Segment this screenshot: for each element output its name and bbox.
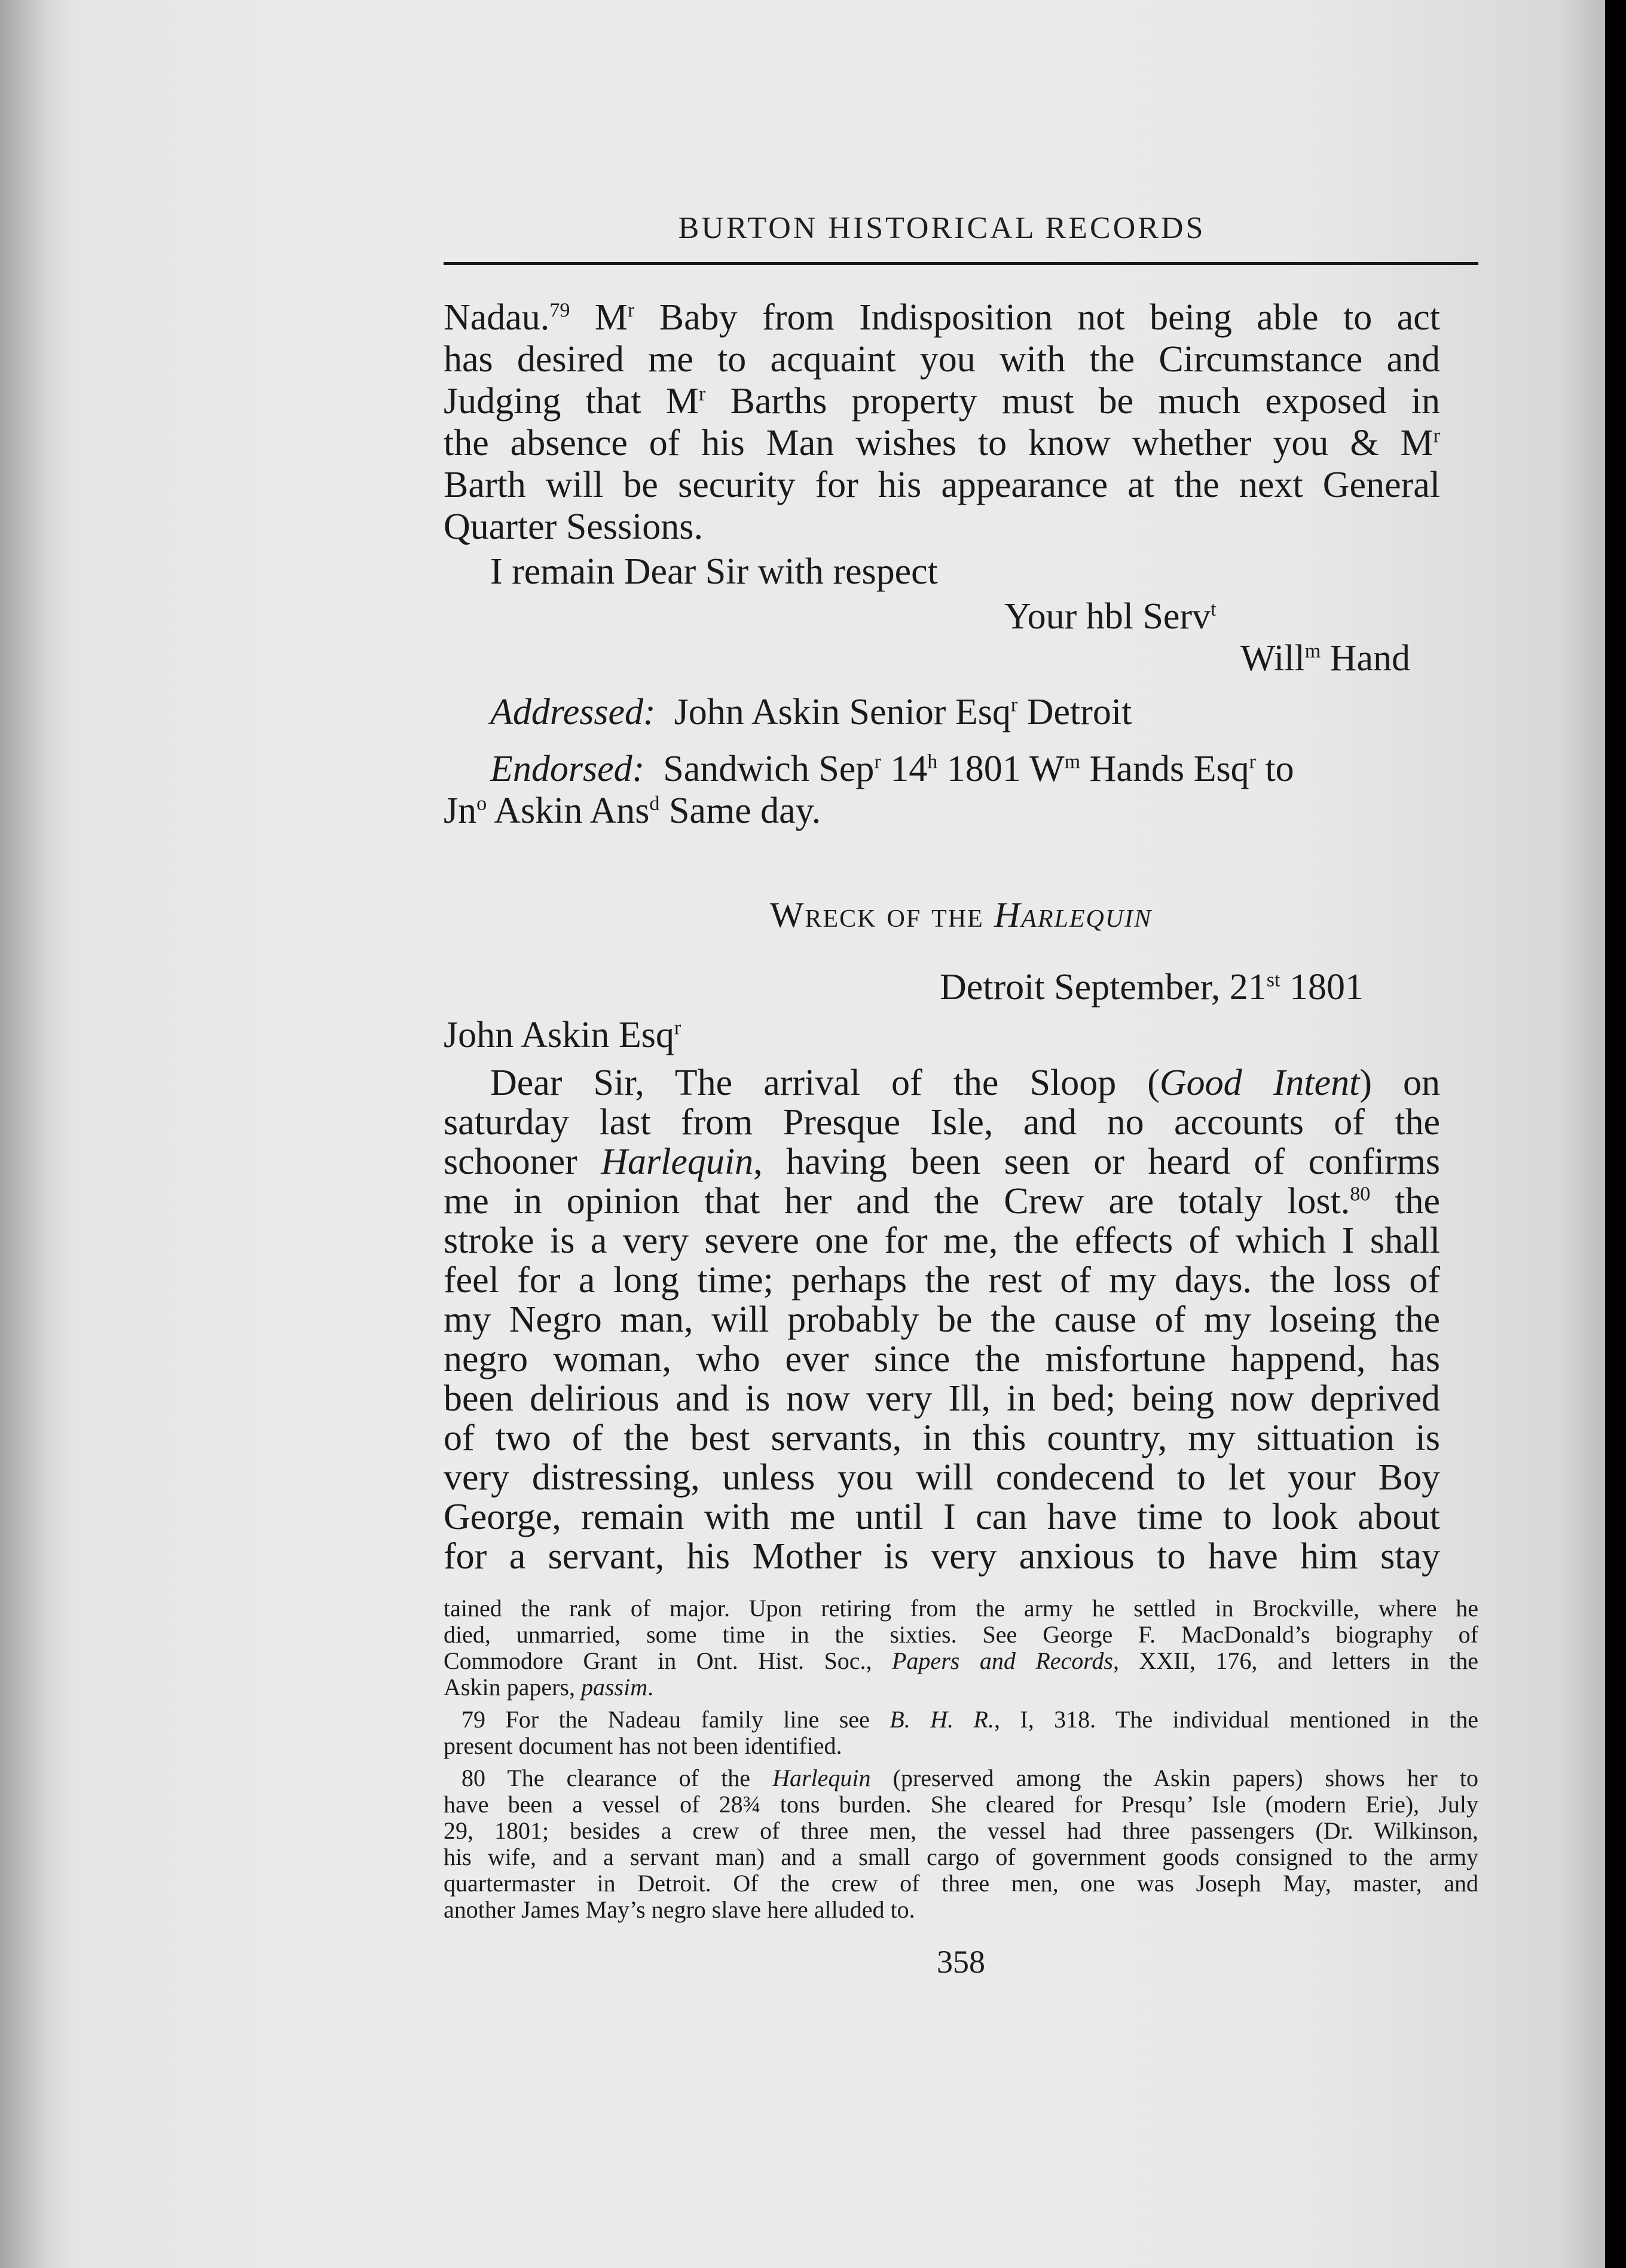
- footnote-line: 79 For the Nadeau family line see B. H. R., I, 318. The individual mentioned in the: [461, 1706, 1478, 1733]
- letter1-line: Nadau.$^{79}$ $M^r$ Baby from Indisposition not being able to act: [444, 297, 1440, 338]
- letter2-line: very distressing, unless you will condecend to let your Boy: [444, 1457, 1440, 1498]
- letter2-line: been delirious and is now very Ill, in bed; being now deprived: [444, 1378, 1440, 1419]
- letter1-line: Quarter Sessions.: [444, 506, 703, 547]
- letter2-line: feel for a long time; perhaps the rest of my days. the loss of: [444, 1260, 1440, 1301]
- addressed-text: John Askin Senior Esq$^r$ Detroit: [674, 692, 1132, 732]
- endorsed-continuation: Jn$^o$ Askin Ans$^d$ Same day.: [444, 790, 821, 831]
- letter2-line: George, remain with me until I can have time to look about: [444, 1497, 1440, 1537]
- letter1-signature: Will$^m$ Hand: [1240, 638, 1411, 679]
- letter2-line: my Negro man, will probably be the cause of my loseing the: [444, 1299, 1440, 1340]
- footnote-line: his wife, and a servant man) and a small cargo of government goods consigned to the army: [444, 1843, 1478, 1870]
- letter2-line: for a servant, his Mother is very anxious to have him stay: [444, 1536, 1440, 1577]
- endorsed-line: [490, 750, 1294, 787]
- letter1-line: has desired me to acquaint you with the Circumstance and: [444, 339, 1440, 380]
- footnote-line: have been a vessel of 28¾ tons burden. She cleared for Presqu’ Isle (modern Erie), July: [444, 1791, 1478, 1818]
- addressed-line: [490, 694, 1132, 731]
- footnote-line: 29, 1801; besides a crew of three men, the vessel had three passengers (Dr. Wilkinson,: [444, 1817, 1478, 1844]
- letter2-line: me in opinion that her and the Crew are totaly lost.$^{80}$ the: [444, 1181, 1440, 1222]
- letter2-line: saturday last from Presque Isle, and no accounts of the: [444, 1102, 1440, 1143]
- page-number: 358: [937, 1944, 985, 1980]
- header-rule: [444, 262, 1478, 265]
- letter2-line: stroke is a very severe one for me, the effects of which I shall: [444, 1220, 1440, 1261]
- footnote-line: Askin papers, passim.: [444, 1674, 654, 1701]
- letter1-valediction: Your hbl Serv$^t$: [1004, 596, 1217, 637]
- footnote-line: 80 The clearance of the Harlequin (preserved among the Askin papers) shows her to: [461, 1765, 1479, 1791]
- footnote-line: Commodore Grant in Ont. Hist. Soc., Papers and Records, XXII, 176, and letters in the: [444, 1647, 1478, 1674]
- letter2-line: negro woman, who ever since the misfortune happend, has: [444, 1339, 1440, 1379]
- endorsed-text: Sandwich Sep$^r$ 14$^h$ 1801 $W^m$ Hands Esq$^r$ to: [663, 749, 1294, 789]
- footnote-line: present document has not been identified.: [444, 1732, 842, 1759]
- addressed-label: Addressed:: [490, 692, 656, 732]
- endorsed-label: Endorsed:: [490, 749, 645, 789]
- page-edge-shadow: [0, 0, 72, 2268]
- footnote-line: quartermaster in Detroit. Of the crew of three men, one was Joseph May, master, and: [444, 1870, 1478, 1897]
- footnote-line: died, unmarried, some time in the sixties. See George F. MacDonald’s biography of: [444, 1621, 1478, 1648]
- footnote-line: another James May’s negro slave here alluded to.: [444, 1896, 915, 1923]
- letter2-salutation: John Askin Esq$^r$: [444, 1015, 681, 1055]
- letter2-line: of two of the best servants, in this country, my sittuation is: [444, 1418, 1440, 1458]
- section-heading-prefix: Wreck of the: [769, 895, 984, 935]
- letter1-line: Barth will be security for his appearance at the next General: [444, 465, 1440, 505]
- letter1-closing: I remain Dear Sir with respect: [490, 551, 938, 592]
- letter2-line: schooner Harlequin, having been seen or heard of confirms: [444, 1141, 1440, 1182]
- running-head: BURTON HISTORICAL RECORDS: [678, 211, 1206, 245]
- letter2-dateline: Detroit September, 21st 1801: [940, 967, 1364, 1008]
- section-heading: [444, 895, 1478, 936]
- letter1-line: Judging that $M^r$ Barths property must be much exposed in: [444, 381, 1440, 422]
- letter1-line: the absence of his Man wishes to know whether you & $M^r$: [444, 423, 1440, 463]
- section-heading-title: Harlequin: [994, 895, 1153, 935]
- letter2-line: Dear Sir, The arrival of the Sloop (Good Intent) on: [490, 1063, 1441, 1103]
- footnote-line: tained the rank of major. Upon retiring from the army he settled in Brockville, where he: [444, 1595, 1478, 1622]
